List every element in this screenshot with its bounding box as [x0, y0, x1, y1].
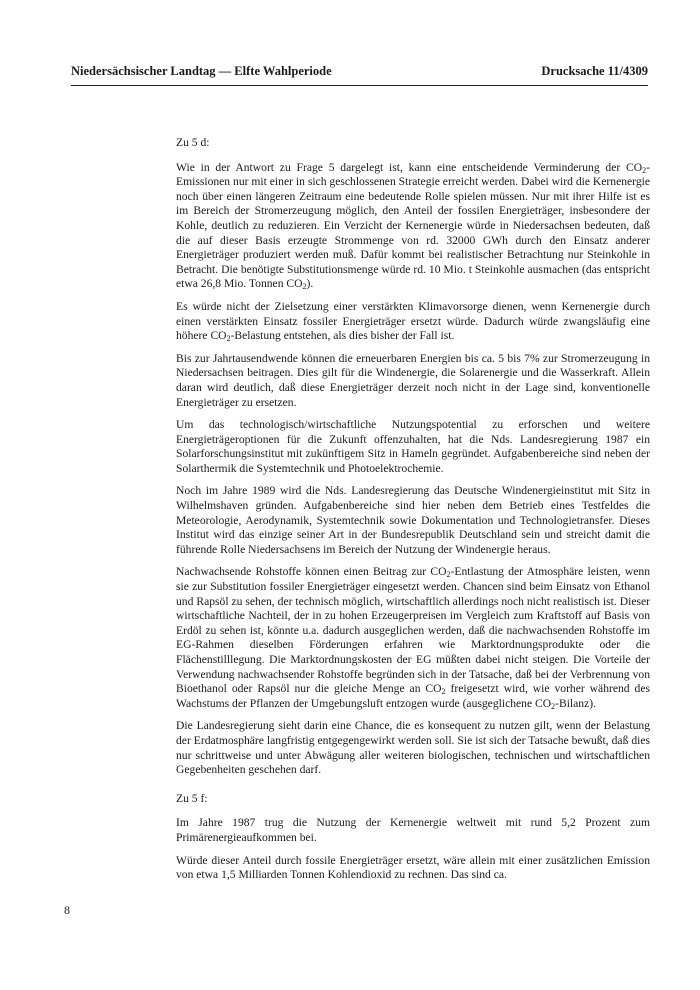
paragraph	[176, 565, 650, 711]
text-run: ).	[306, 277, 314, 291]
page-number: 8	[64, 903, 70, 917]
header-title: Niedersächsischer Landtag — Elfte Wahlperiode	[71, 64, 332, 78]
document-number: Drucksache 11/4309	[541, 64, 648, 78]
subscript: 2	[642, 165, 647, 175]
text-run: Würde dieser Anteil durch fossile Energieträger ersetzt, wäre allein mit einer zusätzlichen Emission von etwa 1,5 Milliarden Tonnen Kohlendioxid zu rechnen. Das sind ca.	[176, 853, 650, 882]
running-header	[71, 64, 648, 79]
paragraph	[176, 854, 650, 883]
section-heading: Zu 5 f:	[176, 791, 208, 805]
document-body	[176, 136, 650, 891]
subscript: 2	[441, 687, 446, 697]
text-run: Nachwachsende Rohstoffe können einen Beitrag zur CO	[176, 565, 447, 579]
text-run: Im Jahre 1987 trug die Nutzung der Kernenergie weltweit mit rund 5,2 Prozent zum Primärenergieaufkommen bei.	[176, 816, 650, 844]
paragraph	[176, 418, 650, 476]
subscript: 2	[551, 701, 556, 711]
section-heading: Zu 5 d:	[176, 136, 210, 149]
paragraph	[176, 161, 650, 292]
text-run: -Bilanz).	[555, 696, 596, 710]
subscript: 2	[302, 282, 307, 292]
text-run: -Entlastung der Atmosphäre leisten, wenn sie zur Substitution fossiler Energieträger eingesetzt werden. Chancen sind beim Einsatz von Ethanol und Rapsöl zu sehen, der technisch möglich, wirtschaftlich allerdings noch nicht realistisch ist. Dieser wirtschaftliche Nachteil, der in zu hohen Erzeugerpreisen im Vergleich zum Kraftstoff auf Basis von Erdöl zu sehen ist, könnte u.a. dadurch ausgeglichen werden, daß die nachwachsenden Rohstoffe im EG-Rahmen dieselben Förderungen erfahren wie Marktordnungsprodukte oder die Flächenstilllegung. Die Marktordnungskosten der EG müßten dabei nicht steigen. Die Vorteile der Verwendung nachwachsender Rohstoffe begründen sich in der Tatsache, daß bei der Verbrennung von Bioethanol oder Rapsöl nur die gleiche Menge an CO	[176, 565, 651, 696]
paragraph	[176, 719, 650, 777]
paragraph	[176, 484, 650, 557]
text-run: Wie in der Antwort zu Frage 5 dargelegt ist, kann eine entscheidende Verminderung der CO	[176, 160, 643, 174]
text-run: -Belastung entstehen, als dies bisher der Fall ist.	[230, 329, 455, 343]
paragraph	[176, 816, 650, 845]
paragraph	[176, 300, 650, 344]
text-run: Die Landesregierung sieht darin eine Chance, die es konsequent zu nutzen gilt, wenn der Belastung der Erdatmosphäre langfristig entgegengewirkt werden soll. Sie ist sich der Tatsache bewußt, daß dies nur schrittweise und unter Abwägung aller weiteren biologischen, technischen und wirtschaftlichen Gegebenheiten geschehen darf.	[176, 719, 650, 777]
text-run: freigesetzt wird, wie vorher während des Wachstums der Pflanzen der Umgebungsluft entzogen wurde (ausgeglichene CO	[176, 682, 650, 710]
text-run: Bis zur Jahrtausendwende können die erneuerbaren Energien bis ca. 5 bis 7% zur Stromerzeugung in Niedersachsen beitragen. Dies gilt für die Windenergie, die Solarenergie und die Wasserkraft. Allein daran wird deutlich, daß diese Energieträger derzeit noch nicht in der Lage sind, konventionelle Energieträger zu ersetzen.	[176, 351, 650, 409]
text-run: Noch im Jahre 1989 wird die Nds. Landesregierung das Deutsche Windenergieinstitut mit Sitz in Wilhelmshaven gründen. Aufgabenbereiche sind hier neben dem Betrieb eines Testfeldes die Meteorologie, Aerodynamik, Systemtechnik sowie Dokumentation und Technologietransfer. Dieses Institut wird das einzige seiner Art in der Bundesrepublik Deutschland sein und streicht damit die führende Rolle Niedersachsens im Bereich der Nutzung der Windenergie heraus.	[176, 484, 650, 556]
text-run: Es würde nicht der Zielsetzung einer verstärkten Klimavorsorge dienen, wenn Kernenergie durch einen verstärkten Einsatz fossiler Energieträger ersetzt würde. Dadurch würde zwangsläufig eine höhere CO	[176, 299, 650, 343]
paragraph	[176, 352, 650, 410]
subscript: 2	[226, 334, 231, 344]
text-run: -Emissionen nur mit einer in sich geschlossenen Strategie erreicht werden. Dabei wird die Kernenergie noch über einen längeren Zeitraum eine bedeutende Rolle spielen müssen. Nur mit ihrer Hilfe ist es im Bereich der Stromerzeugung möglich, den Anteil der fossilen Energieträger, insbesondere der Kohle, deutlich zu reduzieren. Ein Verzicht der Kernenergie würde in Niedersachsen bedeuten, daß die auf dieser Basis erzeugte Strommenge von rd. 32000 GWh durch den Einsatz anderer Energieträger produziert werden muß. Dafür kommt bei realistischer Betrachtung nur Steinkohle in Betracht. Die benötigte Substitutionsmenge würde rd. 10 Mio. t Steinkohle ausmachen (das entspricht etwa 26,8 Mio. Tonnen CO	[176, 160, 650, 291]
text-run: Um das technologisch/wirtschaftliche Nutzungspotential zu erforschen und weitere Energieträgeroptionen für die Zukunft offenzuhalten, hat die Nds. Landesregierung 1987 ein Solarforschungsinstitut mit zukünftigem Sitz in Hameln gegründet. Aufgabenbereiche sind neben der Solarthermik die Systemtechnik und Photoelektrochemie.	[176, 418, 650, 475]
header-rule	[71, 85, 648, 86]
subscript: 2	[446, 570, 451, 580]
